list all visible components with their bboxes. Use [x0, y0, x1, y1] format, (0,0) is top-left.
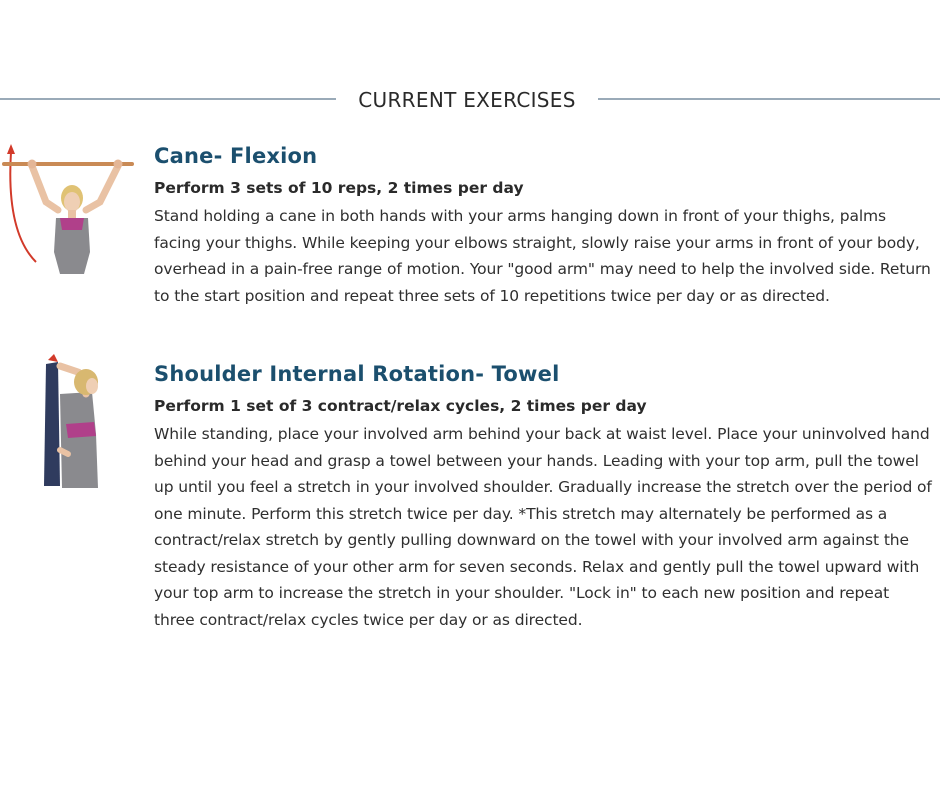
section-header	[0, 86, 940, 116]
exercise-dosage: Perform 1 set of 3 contract/relax cycles, 2 times per day	[154, 397, 647, 415]
exercise-title: Shoulder Internal Rotation- Towel	[154, 362, 560, 386]
section-title: CURRENT EXERCISES	[358, 88, 576, 112]
header-rule-left	[0, 98, 336, 100]
towel-stretch-illustration	[38, 354, 104, 490]
exercise-description: Stand holding a cane in both hands with your arms hanging down in front of your thighs, palms facing your thighs. While keeping your elbows straight, slowly raise your arms in front of your body, overhead in a pain-free range of motion. Your "good arm" may need to help the involved side. Return to the start position and repeat three sets of 10 repetitions twice per day or as directed.	[154, 207, 931, 305]
exercise-dosage: Perform 3 sets of 10 reps, 2 times per day	[154, 179, 524, 197]
towel-stretch-icon	[38, 354, 104, 490]
exercise-description: While standing, place your involved arm behind your back at waist level. Place your uninvolved hand behind your head and grasp a towel between your hands. Leading with your top arm, pull the towel up until you feel a stretch in your involved shoulder. Gradually increase the stretch over the period of one minute. Perform this stretch twice per day. *This stretch may alternately be performed as a contract/relax stretch by gently pulling downward on the towel with your involved arm against the steady resistance of your other arm for seven seconds. Relax and gently pull the towel upward with your top arm to increase the stretch in your shoulder. "Lock in" to each new position and repeat three contract/relax cycles twice per day or as directed.	[154, 425, 932, 629]
header-rule-right	[598, 98, 940, 100]
cane-flexion-icon	[0, 140, 140, 275]
exercise-title: Cane- Flexion	[154, 144, 318, 168]
cane-flexion-illustration	[0, 140, 140, 275]
